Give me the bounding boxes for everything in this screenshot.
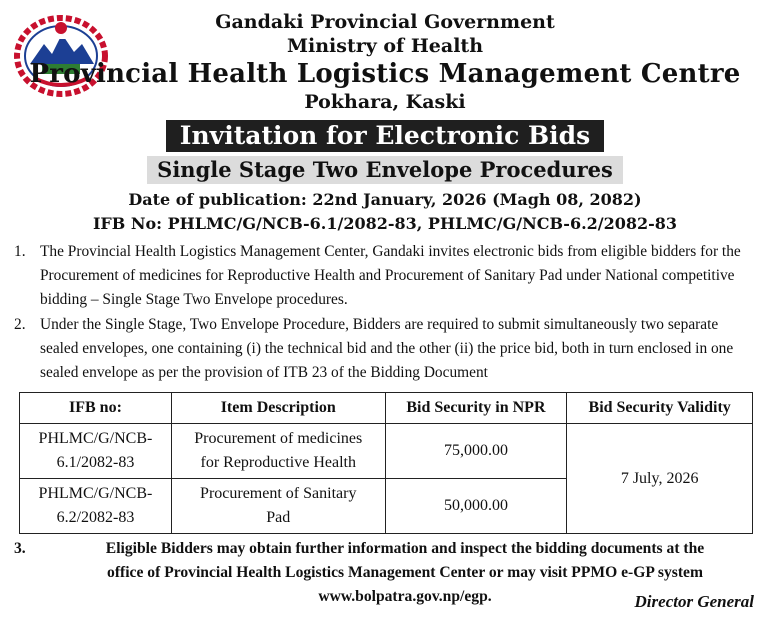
- cell-description: Procurement of medicines for Reproductive Health: [171, 424, 385, 479]
- col-security-header: Bid Security in NPR: [385, 393, 567, 424]
- publication-date: Date of publication: 22nd January, 2026 (Magh 08, 2082): [128, 190, 642, 209]
- notice-subtitle: Single Stage Two Envelope Procedures: [147, 156, 623, 184]
- location: Pokhara, Kaski: [304, 91, 466, 113]
- col-validity-header: Bid Security Validity: [567, 393, 753, 424]
- cell-ifb: PHLMC/G/NCB- 6.1/2082-83: [20, 424, 172, 479]
- table-header-row: [20, 393, 753, 424]
- col-description-header: Item Description: [171, 393, 385, 424]
- ministry-name: Ministry of Health: [286, 35, 484, 57]
- paragraph-1: [14, 240, 756, 312]
- notice-title: Invitation for Electronic Bids: [166, 120, 604, 152]
- cell-description: Procurement of Sanitary Pad: [171, 479, 385, 534]
- cell-security: 75,000.00: [385, 424, 567, 479]
- paragraph-2: [14, 313, 756, 385]
- paragraph-3-line-2: office of Provincial Health Logistics Management Center or may visit PPMO e-GP system: [107, 564, 703, 581]
- paragraph-number: 3.: [14, 540, 26, 557]
- paragraph-number: 2.: [14, 316, 26, 333]
- signature: Director General: [634, 592, 754, 611]
- paragraph-number: 1.: [14, 243, 26, 260]
- bid-table: [19, 392, 753, 534]
- government-name: Gandaki Provincial Government: [215, 11, 555, 33]
- paragraph-text: Under the Single Stage, Two Envelope Procedure, Bidders are required to submit simultaneously two separate sealed envelopes, one containing (i) the technical bid and the other (ii) the price bid, both in turn enclosed in one sealed envelope as per the provision of ITB 23 of the Bidding Document: [40, 316, 734, 381]
- ifb-numbers: IFB No: PHLMC/G/NCB-6.1/2082-83, PHLMC/G/NCB-6.2/2082-83: [92, 214, 678, 233]
- paragraph-3-line-1: Eligible Bidders may obtain further information and inspect the bidding documents at the: [105, 540, 705, 557]
- cell-ifb: PHLMC/G/NCB- 6.2/2082-83: [20, 479, 172, 534]
- cell-security: 50,000.00: [385, 479, 567, 534]
- paragraph-text: The Provincial Health Logistics Management Center, Gandaki invites electronic bids from eligible bidders for the Procurement of medicines for Reproductive Health and Procurement of Sanitary Pad under National competitive bidding – Single Stage Two Envelope procedures.: [40, 243, 741, 308]
- table-row: [20, 424, 753, 479]
- col-ifb-header: IFB no:: [20, 393, 172, 424]
- letterhead: [0, 10, 770, 114]
- cell-validity: 7 July, 2026: [567, 424, 753, 534]
- egp-link[interactable]: www.bolpatra.gov.np/egp.: [318, 588, 492, 605]
- centre-name: Provincial Health Logistics Management Centre: [29, 59, 741, 89]
